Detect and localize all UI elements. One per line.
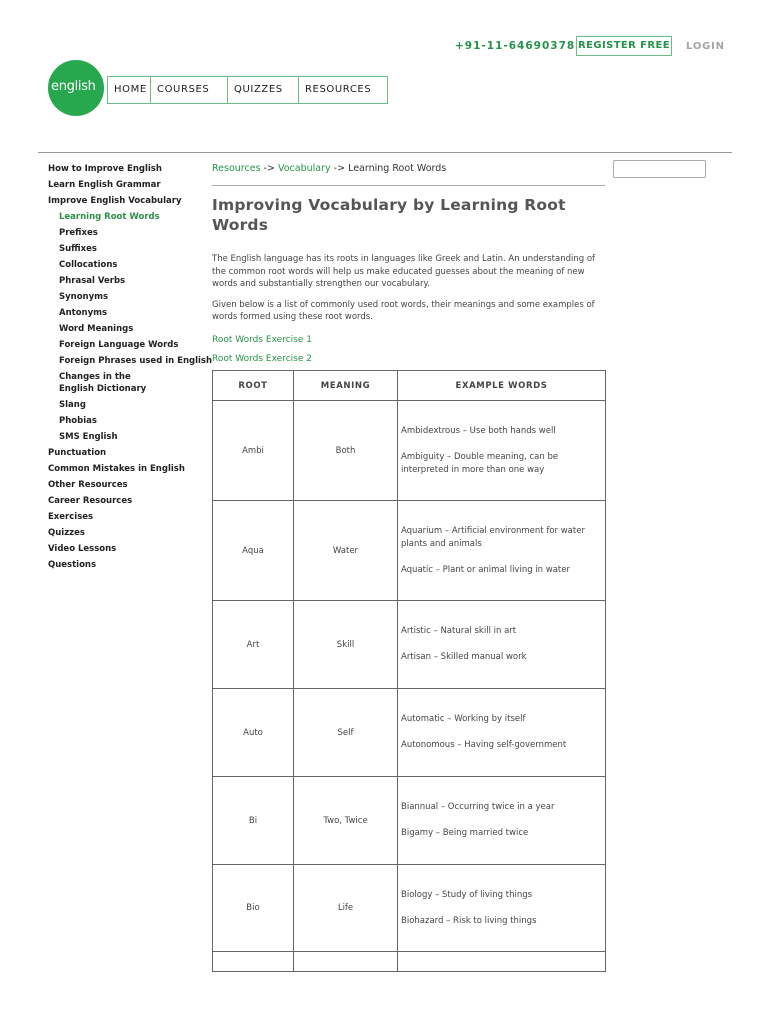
sidebar-item-career-resources[interactable]: Career Resources [48,496,133,506]
sidebar-item-changes-in-the-english-dictionary[interactable]: Changes in the English Dictionary [59,372,147,394]
meaning-cell [294,952,398,972]
sidebar-item-video-lessons[interactable]: Video Lessons [48,544,117,554]
sidebar-item-prefixes[interactable]: Prefixes [59,228,98,238]
site-logo[interactable] [48,60,104,116]
nav-item-quizzes[interactable]: QUIZZES [228,77,299,103]
exercise-2-link[interactable]: Root Words Exercise 2 [212,353,312,364]
examples-cell [398,601,606,689]
breadcrumb-separator: -> [260,163,278,174]
meaning-cell: Skill [294,601,398,689]
sidebar-item-antonyms[interactable]: Antonyms [59,308,108,318]
sidebar-item-synonyms[interactable]: Synonyms [59,292,109,302]
sidebar-item-phrasal-verbs[interactable]: Phrasal Verbs [59,276,126,286]
root-cell: Bi [213,777,294,865]
meaning-cell: Both [294,401,398,501]
example-word: Biology – Study of living things [401,889,533,900]
intro-paragraph: The English language has its roots in languages like Greek and Latin. An understanding of the common root words will help us make educated guesses about the meaning of new words and substantially strengthen our vocabulary. [212,254,596,289]
example-word: Autonomous – Having self-government [401,740,567,750]
exercise-1-link[interactable]: Root Words Exercise 1 [212,334,312,345]
sidebar-item-phobias[interactable]: Phobias [59,416,97,426]
breadcrumb-resources[interactable]: Resources [212,163,261,174]
table-header-row [213,371,606,401]
meaning-cell: Two, Twice [294,777,398,865]
root-cell: Auto [213,689,294,777]
sidebar-item-quizzes[interactable]: Quizzes [48,528,85,538]
example-word: Biohazard – Risk to living things [401,915,537,926]
breadcrumb-current: Learning Root Words [348,163,447,174]
sidebar-item-improve-english-vocabulary[interactable]: Improve English Vocabulary [48,196,182,206]
login-link[interactable]: LOGIN [686,41,725,52]
sidebar-item-learn-english-grammar[interactable]: Learn English Grammar [48,180,161,190]
examples-cell [398,501,606,601]
table-row [213,689,606,777]
table-row [213,501,606,601]
meaning-cell: Life [294,865,398,952]
example-word: Aquatic – Plant or animal living in water [401,564,570,575]
root-words-table [212,370,606,972]
example-word: Bigamy – Being married twice [401,828,529,838]
example-word: Ambiguity – Double meaning, can be interpreted in more than one way [401,451,559,475]
sidebar [48,161,213,573]
sidebar-item-common-mistakes-in-english[interactable]: Common Mistakes in English [48,464,185,474]
sidebar-item-suffixes[interactable]: Suffixes [59,244,97,254]
examples-cell [398,689,606,777]
breadcrumb [212,160,605,180]
phone-number[interactable]: +91-11-64690378 [455,40,576,52]
sidebar-item-foreign-phrases-used-in-english[interactable]: Foreign Phrases used in English [59,356,213,366]
meaning-cell: Water [294,501,398,601]
example-word: Biannual – Occurring twice in a year [401,802,555,812]
sidebar-item-word-meanings[interactable]: Word Meanings [59,324,134,334]
examples-cell [398,777,606,865]
main-nav [107,76,388,104]
breadcrumb-vocabulary[interactable]: Vocabulary [277,163,331,174]
column-header-meaning: MEANING [294,371,398,401]
sidebar-item-questions[interactable]: Questions [48,560,97,570]
table-row [213,601,606,689]
nav-item-home[interactable]: HOME [108,77,151,103]
column-header-root: ROOT [213,371,294,401]
sidebar-item-learning-root-words[interactable]: Learning Root Words [59,212,160,222]
given-paragraph: Given below is a list of commonly used root words, their meanings and some examples of words formed using these root words. [212,299,595,322]
sidebar-item-foreign-language-words[interactable]: Foreign Language Words [59,340,179,350]
breadcrumb-divider [212,185,605,186]
main-content [212,160,605,369]
root-cell: Ambi [213,401,294,501]
example-word: Artistic – Natural skill in art [401,626,517,636]
root-cell: Bio [213,865,294,952]
table-row [213,401,606,501]
nav-item-courses[interactable]: COURSES [151,77,228,103]
root-cell [213,952,294,972]
example-word: Ambidextrous – Use both hands well [401,425,556,436]
search-input[interactable] [613,160,706,178]
sidebar-item-punctuation[interactable]: Punctuation [48,448,107,458]
nav-item-resources[interactable]: RESOURCES [305,84,372,95]
table-row [213,952,606,972]
sidebar-item-exercises[interactable]: Exercises [48,512,94,522]
logo-text: english [51,79,96,94]
breadcrumb-separator: -> [330,163,349,174]
root-cell: Aqua [213,501,294,601]
example-word: Automatic – Working by itself [401,714,526,724]
sidebar-item-sms-english[interactable]: SMS English [59,432,118,442]
register-free-button[interactable]: REGISTER FREE [576,36,672,56]
root-cell: Art [213,601,294,689]
examples-cell [398,401,606,501]
examples-cell [398,952,606,972]
header-divider [38,152,732,153]
example-word: Aquarium – Artificial environment for water plants and animals [401,525,585,549]
example-word: Artisan – Skilled manual work [401,652,527,662]
sidebar-item-other-resources[interactable]: Other Resources [48,480,128,490]
examples-cell [398,865,606,952]
page-title: Improving Vocabulary by Learning Root Words [212,196,566,234]
column-header-examples: EXAMPLE WORDS [398,371,606,401]
sidebar-item-slang[interactable]: Slang [59,400,86,410]
meaning-cell: Self [294,689,398,777]
sidebar-item-collocations[interactable]: Collocations [59,260,118,270]
table-row [213,777,606,865]
table-row [213,865,606,952]
sidebar-item-how-to-improve-english[interactable]: How to Improve English [48,164,162,174]
